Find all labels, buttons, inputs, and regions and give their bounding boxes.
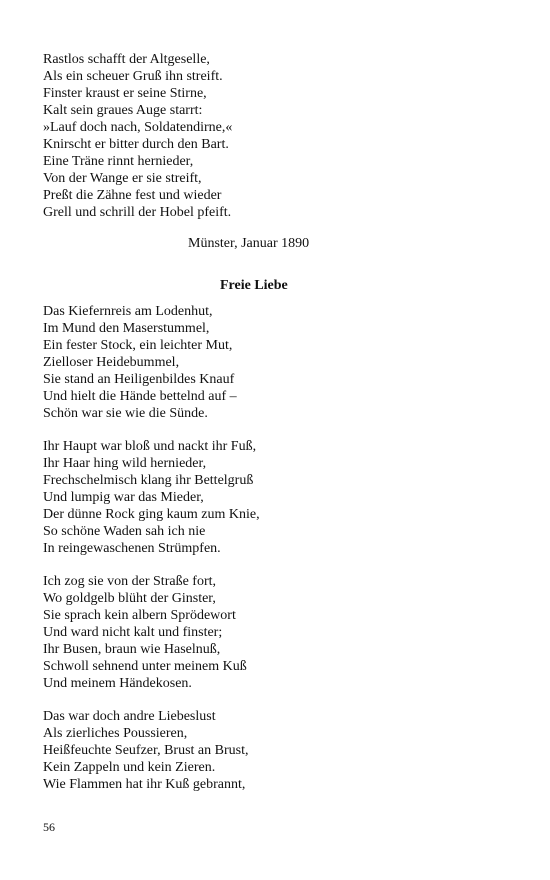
poem2-line: Wo goldgelb blüht der Ginster, <box>43 591 216 606</box>
poem2-line: Sie stand an Heiligenbildes Knauf <box>43 372 235 387</box>
poem1-line: Preßt die Zähne fest und wieder <box>43 188 222 203</box>
page-number: 56 <box>43 820 55 834</box>
poem2-line: Im Mund den Maserstummel, <box>43 321 210 336</box>
poem1-line: Kalt sein graues Auge starrt: <box>43 103 203 118</box>
place-date: Münster, Januar 1890 <box>188 236 310 251</box>
poem2-line: Ich zog sie von der Straße fort, <box>43 574 216 589</box>
poem1-line: Als ein scheuer Gruß ihn streift. <box>43 69 223 84</box>
poem2-line: Und meinem Händekosen. <box>43 676 192 691</box>
poem2-line: Schön war sie wie die Sünde. <box>43 406 208 421</box>
poem2-line: Frechschelmisch klang ihr Bettelgruß <box>43 473 254 488</box>
poem2-line: Der dünne Rock ging kaum zum Knie, <box>43 507 260 522</box>
poem2-line: Ihr Haar hing wild hernieder, <box>43 456 207 471</box>
poem2-line: So schöne Waden sah ich nie <box>43 524 206 539</box>
poem1-line: Eine Träne rinnt hernieder, <box>43 154 194 169</box>
poem1-line: Rastlos schafft der Altgeselle, <box>43 52 210 67</box>
poem2-line: Heißfeuchte Seufzer, Brust an Brust, <box>43 743 249 758</box>
poem1-line: »Lauf doch nach, Soldatendirne,« <box>43 120 233 135</box>
poem2-line: Das Kiefernreis am Lodenhut, <box>43 304 213 319</box>
poem1-line: Von der Wange er sie streift, <box>43 171 202 186</box>
poem2-line: Ihr Haupt war bloß und nackt ihr Fuß, <box>43 439 257 454</box>
poem2-line: Ihr Busen, braun wie Haselnuß, <box>43 642 221 657</box>
poem2-line: Das war doch andre Liebeslust <box>43 709 216 724</box>
poem2-line: Und hielt die Hände bettelnd auf – <box>43 389 237 404</box>
poem-title: Freie Liebe <box>220 278 288 293</box>
poem2-line: Sie sprach kein albern Sprödewort <box>43 608 236 623</box>
poem2-line: Als zierliches Poussieren, <box>43 726 188 741</box>
poem2-line: In reingewaschenen Strümpfen. <box>43 541 221 556</box>
poem1-line: Grell und schrill der Hobel pfeift. <box>43 205 232 220</box>
poem2-line: Und lumpig war das Mieder, <box>43 490 204 505</box>
poem2-line: Zielloser Heidebummel, <box>43 355 180 370</box>
poem1-line: Knirscht er bitter durch den Bart. <box>43 137 229 152</box>
poem2-line: Ein fester Stock, ein leichter Mut, <box>43 338 233 353</box>
poem2-line: Und ward nicht kalt und finster; <box>43 625 223 640</box>
poem2-line: Kein Zappeln und kein Zieren. <box>43 760 216 775</box>
poem2-line: Schwoll sehnend unter meinem Kuß <box>43 659 247 674</box>
poem1-line: Finster kraust er seine Stirne, <box>43 86 207 101</box>
poem2-line: Wie Flammen hat ihr Kuß gebrannt, <box>43 777 246 792</box>
